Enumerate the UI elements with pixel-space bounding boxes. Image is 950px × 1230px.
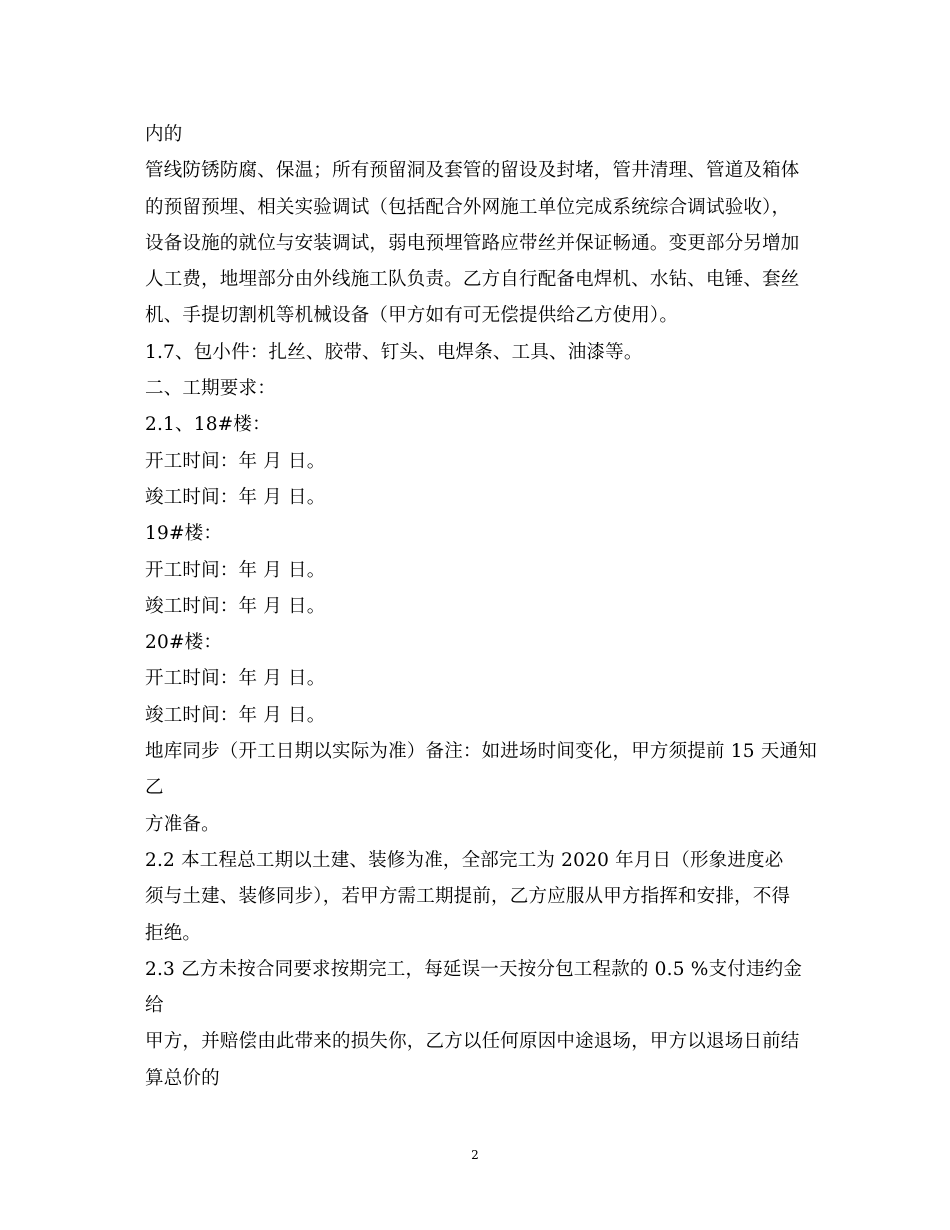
text-line: 的预留预埋、相关实验调试（包括配合外网施工单位完成系统综合调试验收）， bbox=[145, 196, 791, 218]
section-heading: 二、工期要求： bbox=[145, 378, 276, 400]
text-line: 1.7、包小件：扎丝、胶带、钉头、电焊条、工具、油漆等。 bbox=[145, 341, 643, 363]
text-line: 方准备。 bbox=[145, 813, 220, 835]
text-line: 竣工时间：年 月 日。 bbox=[145, 486, 326, 508]
text-line: 竣工时间：年 月 日。 bbox=[145, 704, 326, 726]
text-line: 开工时间：年 月 日。 bbox=[145, 559, 326, 581]
text-line: 2.1、18#楼： bbox=[145, 414, 271, 436]
document-body bbox=[145, 117, 825, 1097]
text-line: 开工时间：年 月 日。 bbox=[145, 450, 326, 472]
text-line: 拒绝。 bbox=[145, 922, 202, 944]
page-number: 2 bbox=[471, 1148, 479, 1162]
text-line: 2.2 本工程总工期以土建、装修为准，全部完工为 2020 年月日（形象进度必 bbox=[145, 849, 784, 871]
text-line: 设备设施的就位与安装调试，弱电预埋管路应带丝并保证畅通。变更部分另增加 bbox=[145, 232, 800, 254]
text-line: 竣工时间：年 月 日。 bbox=[145, 595, 326, 617]
text-line: 甲方，并赔偿由此带来的损失你，乙方以任何原因中途退场，甲方以退场日前结 bbox=[145, 1031, 800, 1053]
text-line: 给 bbox=[145, 995, 164, 1017]
text-line: 开工时间：年 月 日。 bbox=[145, 668, 326, 690]
text-line: 须与土建、装修同步），若甲方需工期提前，乙方应服从甲方指挥和安排，不得 bbox=[145, 886, 791, 908]
text-line: 机、手提切割机等机械设备（甲方如有可无偿提供给乙方使用）。 bbox=[145, 305, 679, 327]
text-line: 人工费，地埋部分由外线施工队负责。乙方自行配备电焊机、水钻、电锤、套丝 bbox=[145, 269, 800, 291]
text-line: 2.3 乙方未按合同要求按期完工，每延误一天按分包工程款的 0.5 %支付违约金 bbox=[145, 958, 803, 980]
text-line: 19#楼： bbox=[145, 523, 223, 545]
text-line: 内的 bbox=[145, 124, 183, 145]
text-line: 20#楼： bbox=[145, 632, 223, 654]
text-line: 乙 bbox=[145, 777, 164, 799]
text-line: 地库同步（开工日期以实际为准）备注：如进场时间变化，甲方须提前 15 天通知 bbox=[145, 741, 817, 763]
text-line: 管线防锈防腐、保温；所有预留洞及套管的留设及封堵，管井清理、管道及箱体 bbox=[145, 160, 800, 182]
text-line: 算总价的 bbox=[145, 1067, 220, 1089]
